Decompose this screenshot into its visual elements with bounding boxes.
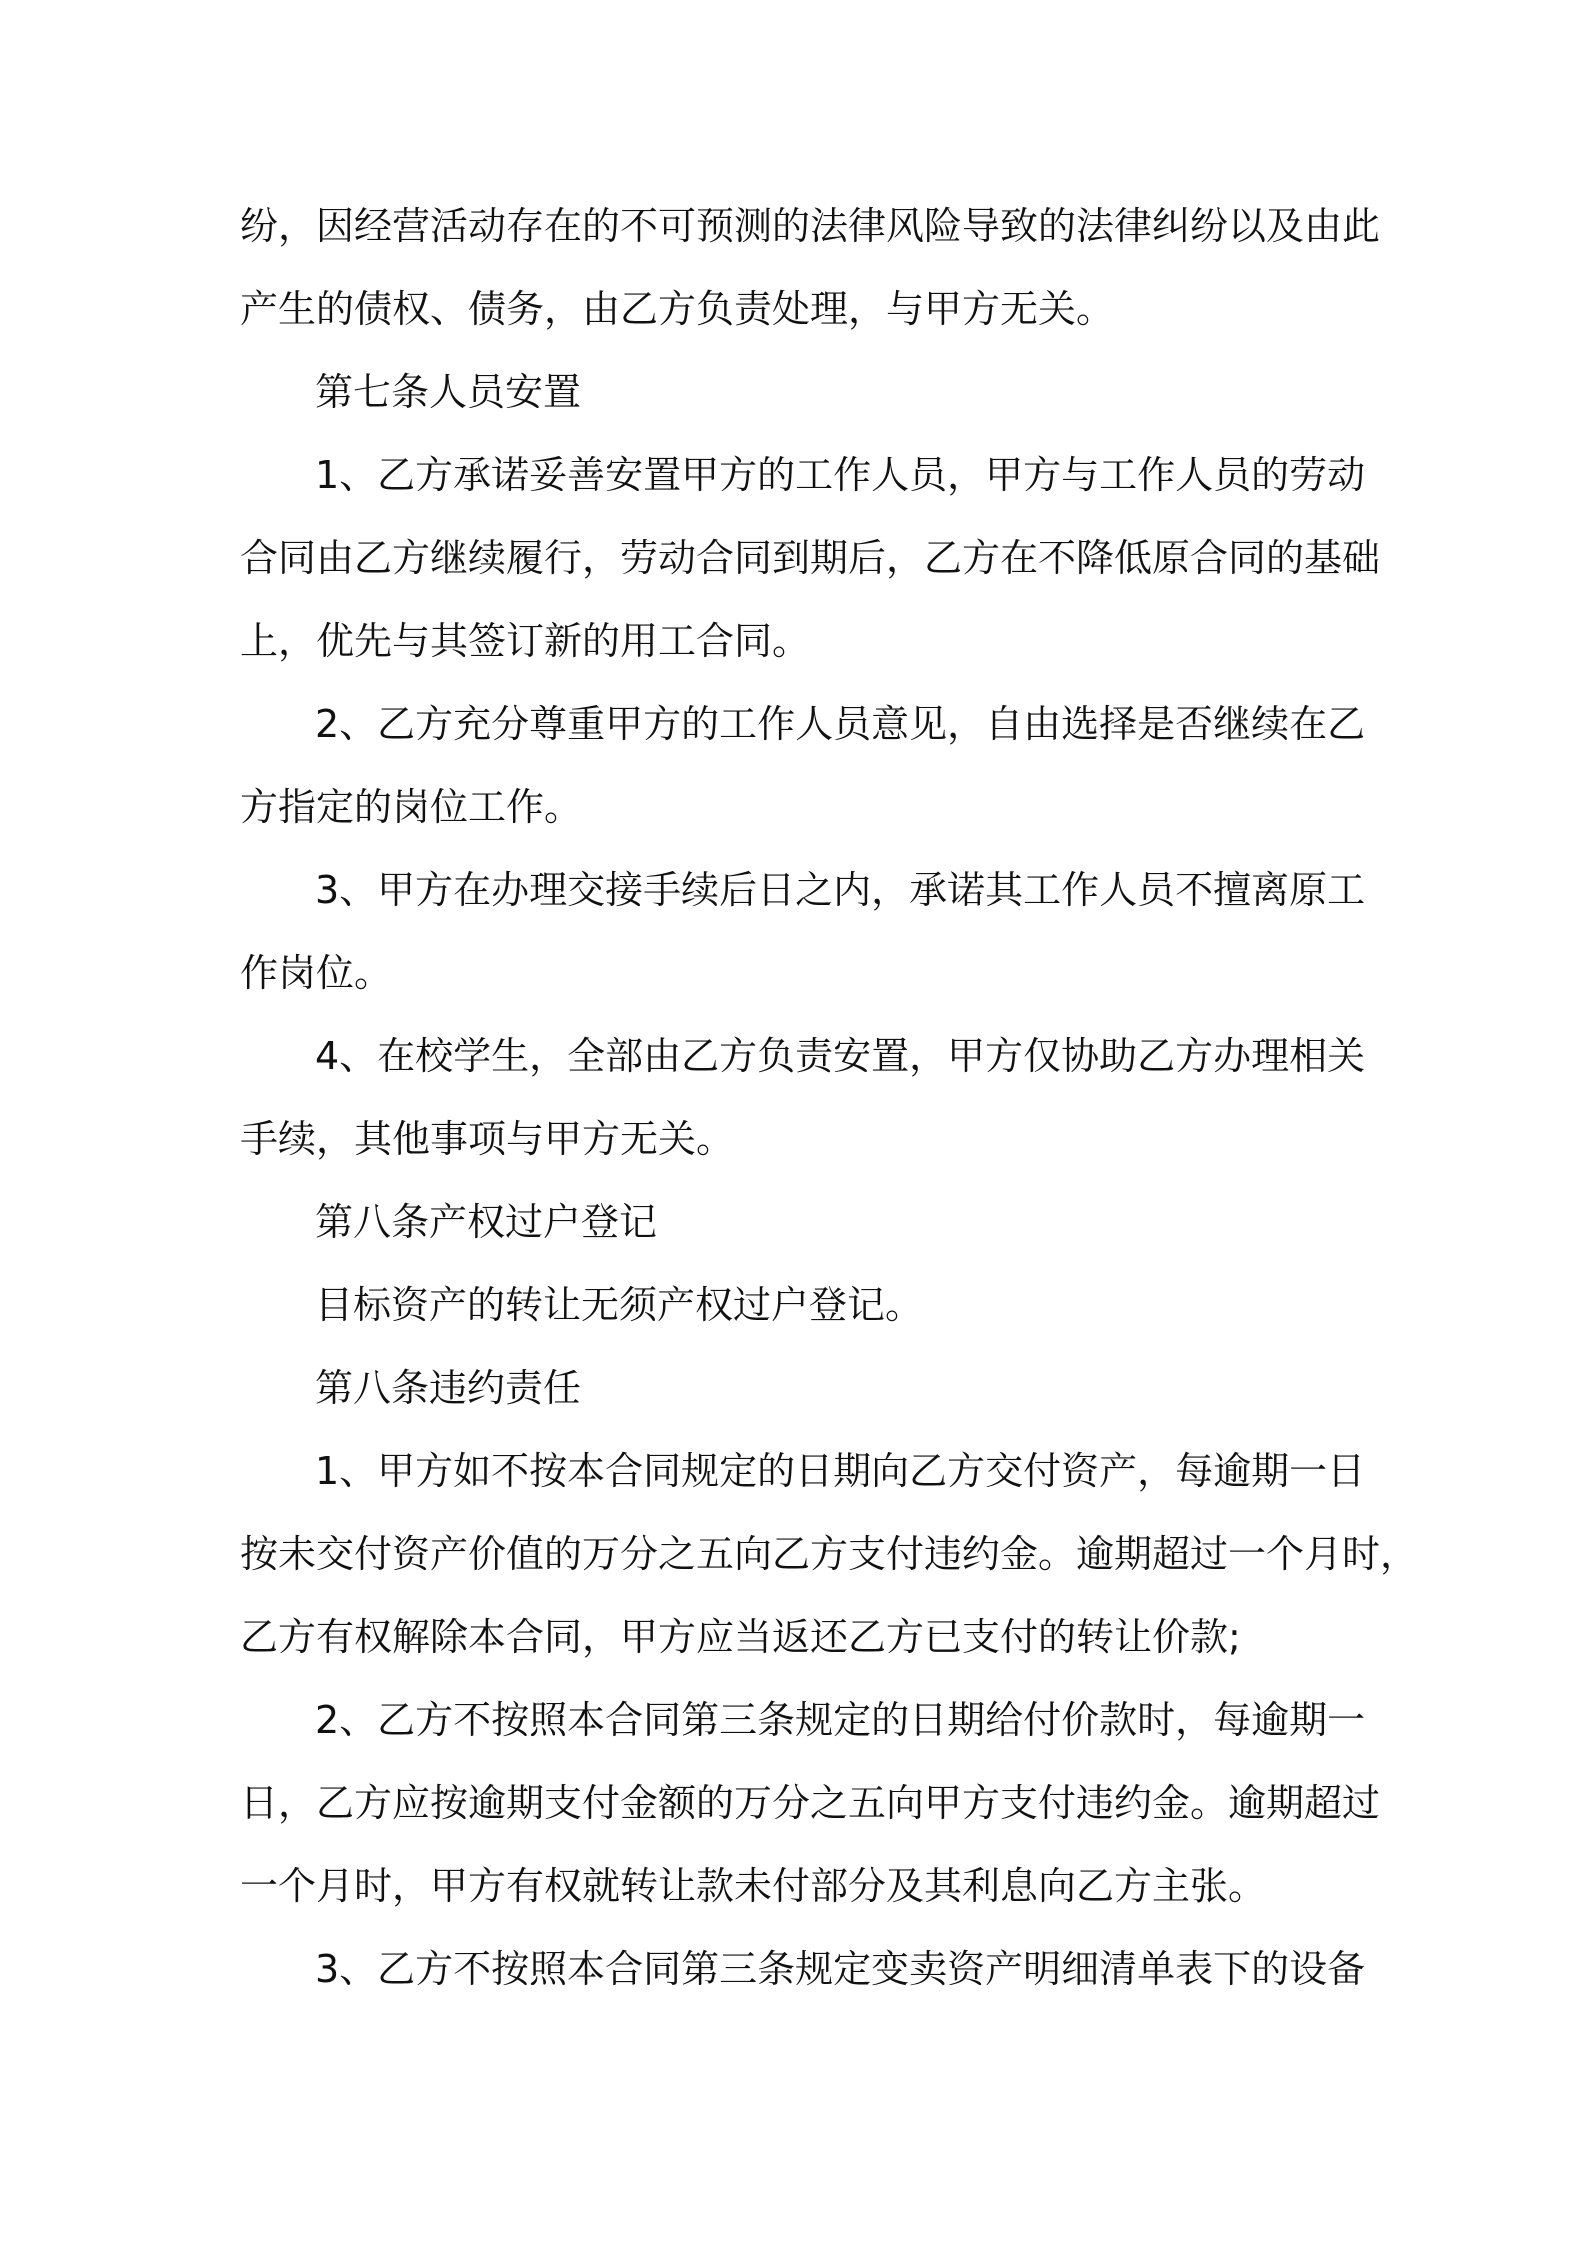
- clause-7-1-line-3: 上，优先与其签订新的用工合同。: [240, 619, 811, 663]
- clause-liability-1-line-1: 1、甲方如不按本合同规定的日期向乙方交付资产，每逾期一日: [315, 1449, 1366, 1493]
- clause-7-3-line-2: 作岗位。: [240, 951, 393, 995]
- clause-liability-1-line-3: 乙方有权解除本合同，甲方应当返还乙方已支付的转让价款;: [240, 1615, 1241, 1659]
- clause-liability-1-line-2: 按未交付资产价值的万分之五向乙方支付违约金。逾期超过一个月时，: [240, 1532, 1419, 1576]
- clause-7-1-line-2: 合同由乙方继续履行，劳动合同到期后，乙方在不降低原合同的基础: [240, 536, 1381, 580]
- section-heading-title-registration: 第八条产权过户登记: [315, 1200, 658, 1244]
- clause-7-3-line-1: 3、甲方在办理交接手续后日之内，承诺其工作人员不擅离原工: [315, 868, 1366, 912]
- section-heading-article-7: 第七条人员安置: [315, 370, 582, 414]
- section-heading-liability: 第八条违约责任: [315, 1366, 582, 1410]
- clause-7-4-line-1: 4、在校学生，全部由乙方负责安置，甲方仅协助乙方办理相关: [315, 1034, 1366, 1078]
- clause-liability-2-line-3: 一个月时，甲方有权就转让款未付部分及其利息向乙方主张。: [240, 1864, 1267, 1908]
- text-line-continuation-2: 产生的债权、债务，由乙方负责处理，与甲方无关。: [240, 287, 1115, 331]
- clause-7-1-line-1: 1、乙方承诺妥善安置甲方的工作人员，甲方与工作人员的劳动: [315, 453, 1366, 497]
- registration-paragraph: 目标资产的转让无须产权过户登记。: [315, 1283, 924, 1327]
- clause-7-4-line-2: 手续，其他事项与甲方无关。: [240, 1117, 735, 1161]
- clause-liability-3-line-1: 3、乙方不按照本合同第三条规定变卖资产明细清单表下的设备: [315, 1947, 1366, 1991]
- clause-7-2-line-1: 2、乙方充分尊重甲方的工作人员意见，自由选择是否继续在乙: [315, 702, 1366, 746]
- clause-7-2-line-2: 方指定的岗位工作。: [240, 785, 583, 829]
- text-line-continuation-1: 纷，因经营活动存在的不可预测的法律风险导致的法律纠纷以及由此: [240, 204, 1381, 248]
- clause-liability-2-line-1: 2、乙方不按照本合同第三条规定的日期给付价款时，每逾期一: [315, 1698, 1366, 1742]
- clause-liability-2-line-2: 日，乙方应按逾期支付金额的万分之五向甲方支付违约金。逾期超过: [240, 1781, 1381, 1825]
